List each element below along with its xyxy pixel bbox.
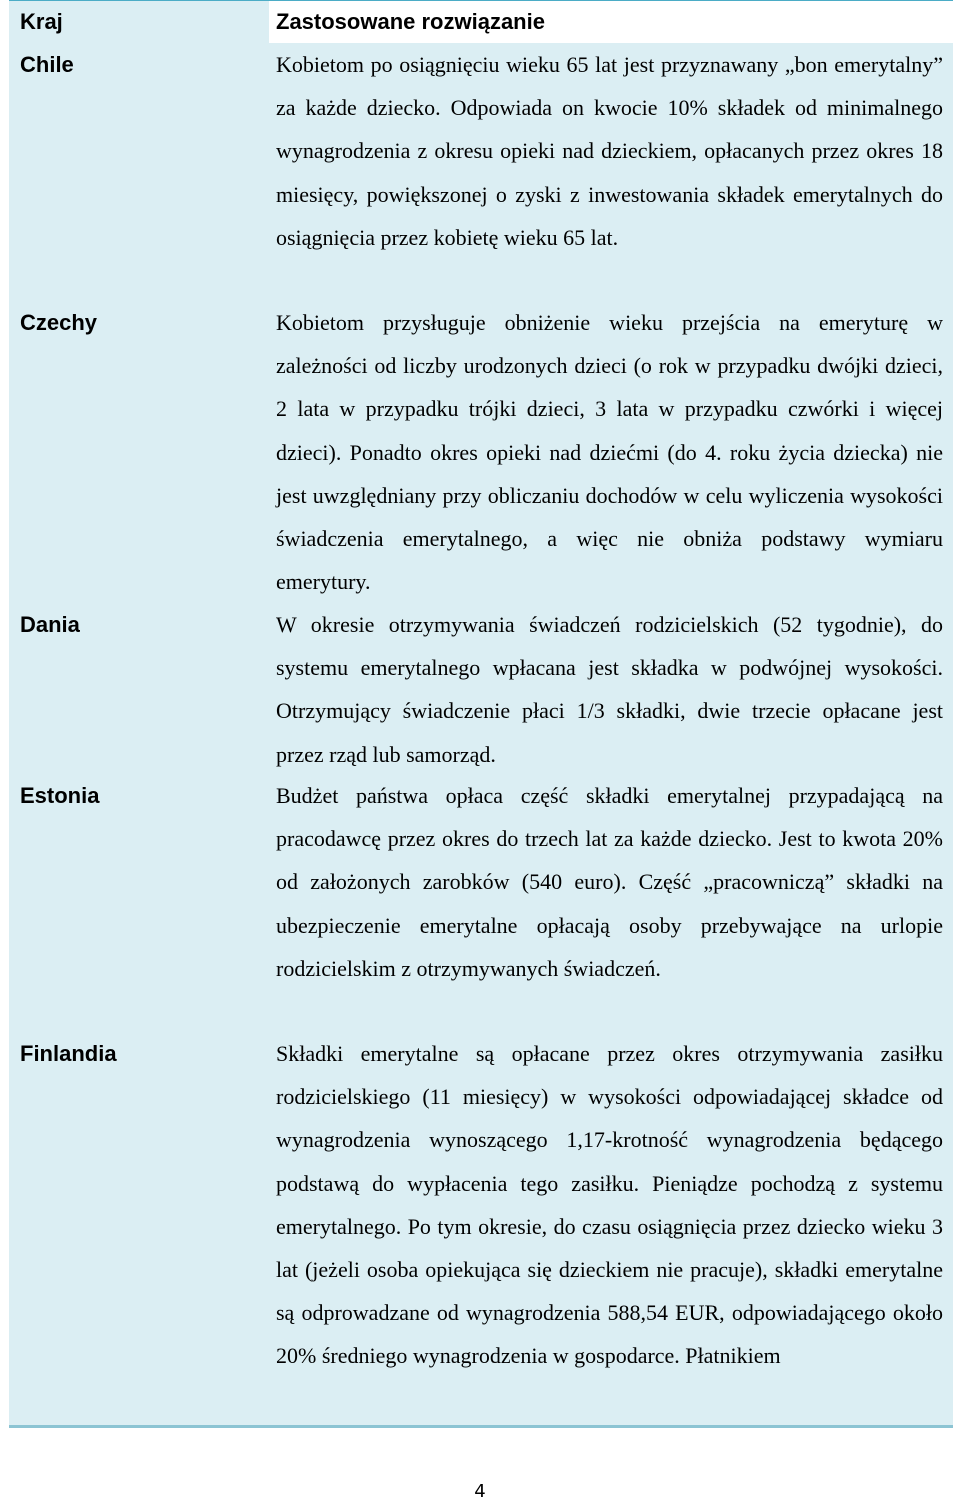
table-row	[9, 301, 953, 603]
header-solution: Zastosowane rozwiązanie	[269, 1, 953, 43]
row-country: Dania	[20, 612, 80, 637]
table-row	[9, 43, 953, 301]
table-row	[9, 1032, 953, 1425]
row-solution: W okresie otrzymywania świadczeń rodzicielskich (52 tygodnie), do systemu emerytalnego wpłacana jest składka w podwójnej wysokości. Otrzymujący świadczenie płaci 1/3 składki, dwie trzecie opłacane jest przez rząd lub samorząd.	[276, 612, 943, 767]
row-country: Finlandia	[20, 1041, 117, 1066]
row-country: Chile	[20, 52, 74, 77]
header-country: Kraj	[9, 1, 269, 43]
row-solution: Budżet państwa opłaca część składki emerytalnej przypadającą na pracodawcę przez okres do trzech lat za każde dziecko. Jest to kwota 20% od założonych zarobków (540 euro). Część „pracowniczą” składki na ubezpieczenie emerytalne opłacają osoby przebywające na urlopie rodzicielskim z otrzymywanych świadczeń.	[276, 783, 943, 981]
page-number: 4	[474, 1481, 486, 1502]
table-header	[9, 1, 953, 43]
table-row	[9, 603, 953, 774]
row-solution: Kobietom przysługuje obniżenie wieku przejścia na emeryturę w zależności od liczby urodzonych dzieci (o rok w przypadku dwójki dzieci, 2 lata w przypadku trójki dzieci, 3 lata w przypadku czwórki i więcej dzieci). Ponadto okres opieki nad dziećmi (do 4. roku życia dziecka) nie jest uwzględniany przy obliczaniu dochodów w celu wyliczenia wysokości świadczenia emerytalnego, a więc nie obniża podstawy wymiaru emerytury.	[276, 310, 943, 595]
pension-table	[9, 0, 953, 1428]
row-country: Czechy	[20, 310, 98, 335]
table-row	[9, 774, 953, 1032]
row-solution: Składki emerytalne są opłacane przez okres otrzymywania zasiłku rodzicielskiego (11 miesięcy) w wysokości odpowiadającej składce od wynagrodzenia wynoszącego 1,17-krotność wynagrodzenia będącego podstawą do wypłacenia tego zasiłku. Pieniądze pochodzą z systemu emerytalnego. Po tym okresie, do czasu osiągnięcia przez dziecko wieku 3 lat (jeżeli osoba opiekująca się dzieckiem nie pracuje), składki emerytalne są odprowadzane od wynagrodzenia 588,54 EUR, odpowiadającego około 20% średniego wynagrodzenia w gospodarce. Płatnikiem	[276, 1041, 943, 1369]
row-country: Estonia	[20, 783, 100, 808]
row-solution: Kobietom po osiągnięciu wieku 65 lat jest przyznawany „bon emerytalny” za każde dziecko. Odpowiada on kwocie 10% składek od minimalnego wynagrodzenia z okresu opieki nad dzieckiem, opłacanych przez okres 18 miesięcy, powiększonej o zyski z inwestowania składek emerytalnych do osiągnięcia przez kobietę wieku 65 lat.	[276, 52, 943, 250]
